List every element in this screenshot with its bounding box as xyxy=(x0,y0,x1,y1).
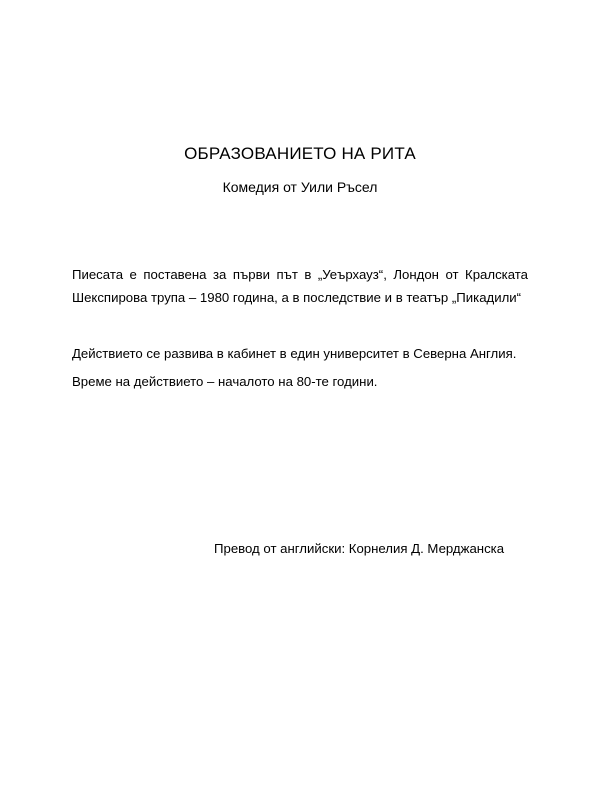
time-paragraph: Време на действието – началото на 80-те години. xyxy=(72,374,378,389)
play-subtitle: Комедия от Уили Ръсел xyxy=(222,179,378,195)
play-title: ОБРАЗОВАНИЕТО НА РИТА xyxy=(184,144,416,163)
premiere-paragraph: Пиесата е поставена за първи път в „Уеърхауз“, Лондон от Кралската Шекспирова трупа – 1980 година, а в последствие и в театър „Пикадили“ xyxy=(72,267,528,305)
setting-paragraph: Действието се развива в кабинет в един университет в Северна Англия. xyxy=(72,346,517,361)
translator-credit: Превод от английски: Корнелия Д. Мерджанска xyxy=(214,541,505,556)
